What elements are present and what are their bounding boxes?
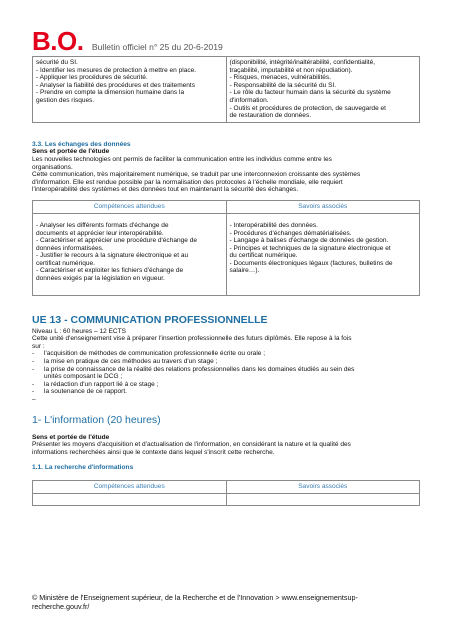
skill-line: gestion des risques. [36, 96, 95, 104]
bullet-dash: – [32, 396, 36, 403]
skill-line: sécurité du SI. [36, 59, 78, 66]
footer-line: © Ministère de l'Enseignement supérieur, de la Recherche et de l'Innovation > www.enseignementsup- [32, 593, 358, 602]
paragraph-line: Cette communication, très majoritairement numérique, se traduit par une interconnexion croissante des systèmes [32, 171, 361, 179]
section-paragraph [32, 156, 420, 194]
section-1-title: 1- L'information (20 heures) [32, 413, 161, 426]
knowledge-column [226, 213, 420, 295]
section-1-subtitle: Sens et portée de l'étude [32, 433, 110, 441]
knowledge-line: salaire…). [229, 267, 260, 275]
bo-logo: B.O. [32, 26, 84, 56]
data-exchange-table [32, 200, 420, 296]
list-item [32, 396, 420, 404]
skill-line: documents et apprécier leur interopérabilité. [36, 229, 164, 237]
skills-column [33, 493, 227, 505]
skills-column [33, 57, 227, 123]
bullet-dash: - [32, 365, 35, 373]
document-body [32, 56, 420, 506]
skill-line: - Prendre en compte la dimension humaine dans la [36, 89, 185, 97]
knowledge-line: (disponibilité, intégrité/inaltérabilité, confidentialité, [229, 59, 376, 66]
list-item-text: l'acquisition de méthodes de communication professionnelle écrite ou orale ; [44, 350, 266, 358]
paragraph-line: l'interopérabilité des systèmes et des données tout en maintenant la sécurité des échanges. [32, 186, 299, 194]
skill-line: - Identifier les mesures de protection à mettre en place. [36, 66, 197, 74]
skills-header: Compétences attendues [33, 200, 227, 213]
knowledge-line: - Responsabilité de la sécurité du SI. [229, 81, 337, 89]
ue13-bullet-list [32, 350, 420, 403]
list-item [32, 381, 420, 389]
paragraph-line: Présenter les moyens d'acquisition et d'actualisation de l'information, en considérant la nature et la qualité des [32, 441, 351, 449]
paragraph-line: Les nouvelles technologies ont permis de faciliter la communication entre les individus comme entre les [32, 155, 332, 163]
skill-line: - Appliquer les procédures de sécurité. [36, 74, 148, 82]
ue13-level: Niveau L : 60 heures – 12 ECTS [32, 327, 127, 335]
knowledge-line: - Risques, menaces, vulnérabilités. [229, 74, 332, 82]
security-skills-table [32, 56, 420, 123]
list-item-text: la prise de connaissance de la réalité des relations professionnelles dans les domaines étudiés au sein des [44, 365, 355, 373]
skill-line: données informatisées. [36, 244, 104, 252]
knowledge-line: du certificat numérique. [229, 252, 298, 260]
skill-line: - Justifier le recours à la signature électronique et au [36, 252, 189, 260]
page-header [32, 26, 223, 56]
bullet-dash: - [32, 358, 35, 366]
section-title: 3.3. Les échanges des données [32, 140, 131, 148]
paragraph-line: sur : [32, 342, 45, 350]
knowledge-line: d'information. [229, 96, 269, 104]
list-item-text [44, 396, 46, 404]
knowledge-header: Savoirs associés [226, 480, 420, 493]
skill-line: - Caractériser et apprécier une procédure d'échange de [36, 237, 198, 245]
knowledge-line: - Langage à balises d'échange de données de gestion. [229, 237, 389, 245]
ue13-title: UE 13 - COMMUNICATION PROFESSIONNELLE [32, 313, 268, 326]
section-subtitle: Sens et portée de l'étude [32, 148, 110, 156]
skill-line: - Analyser les différents formats d'échange de [36, 221, 169, 229]
knowledge-line: traçabilité, imputabilité et non répudiation). [229, 66, 353, 74]
knowledge-line: - Principes et techniques de la signature électronique et [229, 244, 391, 252]
ue13-intro [32, 335, 420, 350]
list-item [32, 366, 420, 374]
knowledge-line: - Outils et procédures de protection, de sauvegarde et [229, 104, 386, 112]
ue13-section [32, 314, 420, 404]
paragraph-line: informations recherchées ainsi que le contexte dans lequel s'inscrit cette recherche. [32, 448, 275, 456]
knowledge-column [226, 493, 420, 505]
section-1-paragraph [32, 441, 420, 456]
bullet-dash: - [32, 350, 35, 358]
list-item-text: la mise en pratique de ces méthodes au travers d'un stage ; [44, 358, 218, 366]
skill-line: certificat numérique. [36, 259, 95, 267]
list-item [32, 373, 420, 381]
paragraph-line: Cette unité d'enseignement vise à préparer l'insertion professionnelle des futurs diplômés. Elle repose à la fois [32, 335, 352, 343]
bullet-dash: - [32, 380, 35, 388]
list-item [32, 388, 420, 396]
knowledge-line: - Procédures d'échanges dématérialisées. [229, 229, 352, 237]
paragraph-line: d'information. Elle est rendue possible par la normalisation des protocoles à l'échelle mondiale, elle requiert [32, 178, 343, 186]
bullet-dash: - [32, 388, 35, 396]
skill-line: - Analyser la fiabilité des procédures et des traitements [36, 81, 196, 89]
bulletin-title: Bulletin officiel n° 25 du 20-6-2019 [91, 42, 223, 52]
section-3-3 [32, 141, 420, 194]
list-item [32, 358, 420, 366]
knowledge-line: - Interopérabilité des données. [229, 221, 318, 229]
section-1 [32, 414, 420, 472]
knowledge-line: de restauration de données. [229, 112, 312, 120]
list-item [32, 350, 420, 358]
knowledge-column [226, 57, 420, 123]
knowledge-line: - Le rôle du facteur humain dans la sécurité du système [229, 89, 391, 97]
knowledge-header: Savoirs associés [226, 200, 420, 213]
knowledge-line: - Documents électroniques légaux (factures, bulletins de [229, 259, 393, 267]
footer-line: recherche.gouv.fr/ [32, 602, 90, 611]
subsection-title: 1.1. La recherche d'informations [32, 464, 134, 472]
paragraph-line: organisations. [32, 163, 73, 171]
page-footer [32, 593, 422, 611]
bullet-dash [32, 373, 44, 381]
list-item-text: la soutenance de ce rapport. [44, 388, 127, 396]
skill-line: - Caractériser et exploiter les fichiers d'échange de [36, 267, 184, 275]
skills-header: Compétences attendues [33, 480, 227, 493]
list-item-text: unités composant le DCG ; [44, 373, 123, 381]
list-item-text: la rédaction d'un rapport lié à ce stage ; [44, 380, 159, 388]
skill-line: données exigés par la législation en vigueur. [36, 275, 165, 283]
information-search-table [32, 480, 420, 506]
skills-column [33, 213, 227, 295]
